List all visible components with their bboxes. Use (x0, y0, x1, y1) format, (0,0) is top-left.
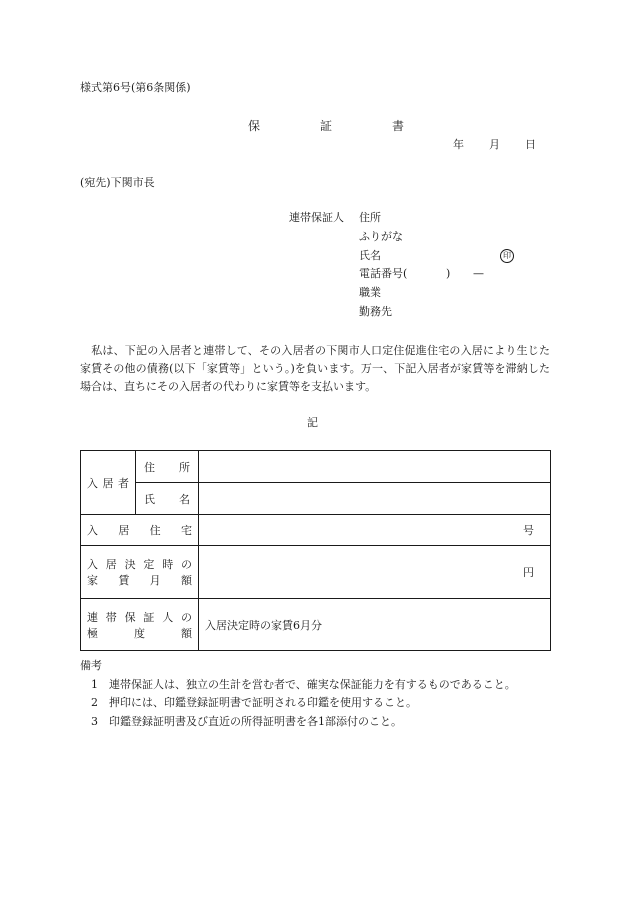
note-item (91, 697, 417, 708)
title-char: 証 (320, 119, 333, 133)
notes-title: 備考 (80, 659, 102, 672)
phone-dash: — (473, 267, 484, 280)
guarantor-furigana-label: ふりがな (359, 230, 403, 243)
form-number: 様式第6号(第6条関係) (80, 81, 191, 94)
rent-label-line1: 入居決定時の (87, 558, 192, 571)
note-item (91, 679, 516, 690)
month-unit: 月 (489, 138, 500, 151)
limit-label-line2: 極度額 (87, 626, 192, 640)
limit-label (81, 599, 199, 651)
table-row (81, 483, 551, 515)
limit-value: 入居決定時の家賃6月分 (199, 599, 551, 651)
note-text: 印鑑登録証明書及び直近の所得証明書を各1部添付のこと。 (109, 715, 402, 728)
table-row (81, 599, 551, 651)
limit-label-line1: 連帯保証人の (87, 610, 192, 624)
guarantor-address-label: 住所 (359, 211, 381, 224)
rent-label-line2: 家賃月額 (87, 574, 192, 587)
note-number: 1 (91, 678, 98, 691)
table-row (81, 515, 551, 546)
title-char: 保 (248, 119, 261, 133)
note-text: 押印には、印鑑登録証明書で証明される印鑑を使用すること。 (109, 696, 417, 709)
note-text: 連帯保証人は、独立の生計を営む者で、確実な保証能力を有するものであること。 (109, 678, 516, 691)
guarantor-workplace-label: 勤務先 (359, 305, 392, 318)
addressee: (宛先)下関市長 (80, 176, 155, 189)
address-value-cell[interactable] (199, 451, 551, 483)
date-line (453, 139, 536, 150)
guarantor-phone-label: 電話番号( (359, 267, 408, 280)
guarantor-occupation-label: 職業 (359, 286, 381, 299)
document-title (248, 120, 404, 132)
note-item (91, 716, 402, 727)
name-value-cell[interactable] (199, 483, 551, 515)
housing-label: 入居住宅 (81, 515, 199, 546)
address-label: 住所 (136, 451, 199, 483)
guarantor-heading: 連帯保証人 (289, 211, 344, 224)
guarantor-name-label: 氏名 (359, 249, 381, 262)
title-char: 書 (392, 119, 405, 133)
resident-info-table (80, 450, 551, 651)
day-unit: 日 (525, 138, 536, 151)
year-unit: 年 (453, 138, 464, 151)
table-row (81, 546, 551, 599)
housing-unit[interactable]: 号 (199, 515, 551, 546)
seal-mark: 印 (500, 249, 514, 263)
rent-unit[interactable]: 円 (199, 546, 551, 599)
body-paragraph (80, 342, 550, 396)
rent-label (81, 546, 199, 599)
table-row (81, 451, 551, 483)
phone-close-paren: ) (446, 267, 451, 280)
note-number: 2 (91, 696, 98, 709)
resident-label: 入居者 (81, 451, 136, 515)
name-label: 氏名 (136, 483, 199, 515)
ki-heading: 記 (307, 416, 318, 429)
note-number: 3 (91, 715, 98, 728)
body-text: 私は、下記の入居者と連帯して、その入居者の下関市人口定住促進住宅の入居により生じた家賃その他の債務(以下「家賃等」という。)を負います。万一、下記入居者が家賃等を滞納した場合は、直ちにその入居者の代わりに家賃等を支払います。 (80, 344, 550, 393)
